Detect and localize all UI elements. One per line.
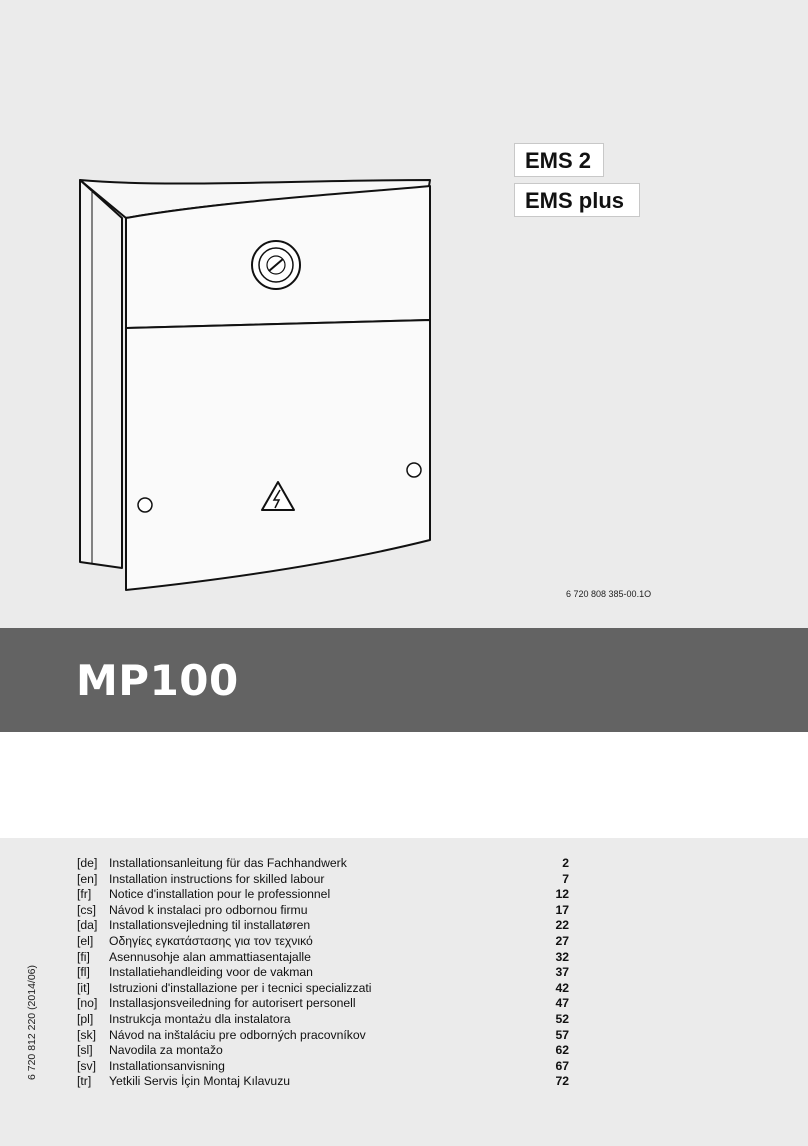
toc-title: Návod na inštaláciu pre odborných pracovníkov bbox=[109, 1027, 366, 1042]
toc-row bbox=[77, 1074, 569, 1090]
toc-title: Installationsanleitung für das Fachhandwerk bbox=[109, 856, 347, 870]
toc-language-code: [it] bbox=[77, 980, 90, 995]
language-contents-list bbox=[77, 856, 569, 1090]
toc-title: Asennusohje alan ammattiasentajalle bbox=[109, 949, 311, 964]
toc-page-number: 27 bbox=[555, 933, 569, 948]
title-band bbox=[0, 628, 808, 732]
toc-language-code: [sl] bbox=[77, 1043, 93, 1058]
figure-code: 6 720 808 385-00.1O bbox=[566, 589, 652, 599]
toc-title: Navodila za montažo bbox=[109, 1043, 223, 1058]
product-title: MP100 bbox=[76, 656, 239, 705]
document-code: 6 720 812 220 (2014/06) bbox=[26, 964, 38, 1080]
toc-title: Installatiehandleiding voor de vakman bbox=[109, 965, 313, 980]
toc-row bbox=[77, 1043, 569, 1059]
toc-title: Installasjonsveiledning for autorisert personell bbox=[109, 996, 356, 1011]
screw-icon bbox=[138, 498, 152, 512]
toc-title: Instrukcja montażu dla instalatora bbox=[109, 1011, 291, 1026]
toc-language-code: [sv] bbox=[77, 1058, 96, 1073]
toc-row bbox=[77, 918, 569, 934]
toc-title: Installationsvejledning til installatøren bbox=[109, 918, 311, 933]
toc-language-code: [tr] bbox=[77, 1074, 92, 1089]
toc-page-number: 67 bbox=[555, 1058, 569, 1073]
toc-row bbox=[77, 965, 569, 981]
toc-page-number: 57 bbox=[555, 1027, 569, 1042]
toc-row bbox=[77, 950, 569, 966]
white-band bbox=[0, 732, 808, 838]
toc-language-code: [fl] bbox=[77, 965, 90, 980]
toc-page-number: 47 bbox=[555, 996, 569, 1011]
toc-language-code: [da] bbox=[77, 918, 98, 933]
toc-language-code: [de] bbox=[77, 856, 98, 870]
toc-page-number: 2 bbox=[562, 856, 569, 870]
toc-page-number: 62 bbox=[555, 1043, 569, 1058]
toc-language-code: [cs] bbox=[77, 902, 96, 917]
toc-page-number: 37 bbox=[555, 965, 569, 980]
toc-language-code: [fi] bbox=[77, 949, 90, 964]
toc-language-code: [sk] bbox=[77, 1027, 96, 1042]
toc-language-code: [fr] bbox=[77, 887, 92, 902]
toc-row bbox=[77, 1059, 569, 1075]
toc-title: Notice d'installation pour le professionnel bbox=[109, 887, 331, 902]
ems-plus-badge: EMS plus bbox=[514, 183, 640, 217]
screw-icon bbox=[407, 463, 421, 477]
toc-language-code: [en] bbox=[77, 871, 98, 886]
toc-row bbox=[77, 996, 569, 1012]
toc-page-number: 12 bbox=[555, 887, 569, 902]
toc-row bbox=[77, 856, 569, 872]
toc-row bbox=[77, 934, 569, 950]
toc-row bbox=[77, 1028, 569, 1044]
toc-title: Istruzioni d'installazione per i tecnici specializzati bbox=[109, 980, 372, 995]
toc-page-number: 17 bbox=[555, 902, 569, 917]
toc-page-number: 42 bbox=[555, 980, 569, 995]
ems2-badge: EMS 2 bbox=[514, 143, 604, 177]
toc-language-code: [no] bbox=[77, 996, 98, 1011]
toc-language-code: [pl] bbox=[77, 1011, 94, 1026]
toc-row bbox=[77, 887, 569, 903]
toc-row bbox=[77, 981, 569, 997]
toc-title: Installation instructions for skilled labour bbox=[109, 871, 325, 886]
toc-title: Yetkili Servis İçin Montaj Kılavuzu bbox=[109, 1074, 291, 1089]
toc-row bbox=[77, 1012, 569, 1028]
toc-row bbox=[77, 872, 569, 888]
toc-title: Οδηγίες εγκατάστασης για τον τεχνικό bbox=[109, 933, 313, 948]
toc-row bbox=[77, 903, 569, 919]
toc-page-number: 7 bbox=[562, 871, 569, 886]
toc-page-number: 52 bbox=[555, 1011, 569, 1026]
product-illustration bbox=[70, 170, 450, 600]
dial-knob-icon bbox=[252, 241, 300, 289]
toc-title: Návod k instalaci pro odbornou firmu bbox=[109, 902, 308, 917]
toc-page-number: 32 bbox=[555, 949, 569, 964]
toc-page-number: 22 bbox=[555, 918, 569, 933]
toc-page-number: 72 bbox=[555, 1074, 569, 1089]
toc-language-code: [el] bbox=[77, 933, 94, 948]
toc-title: Installationsanvisning bbox=[109, 1058, 225, 1073]
